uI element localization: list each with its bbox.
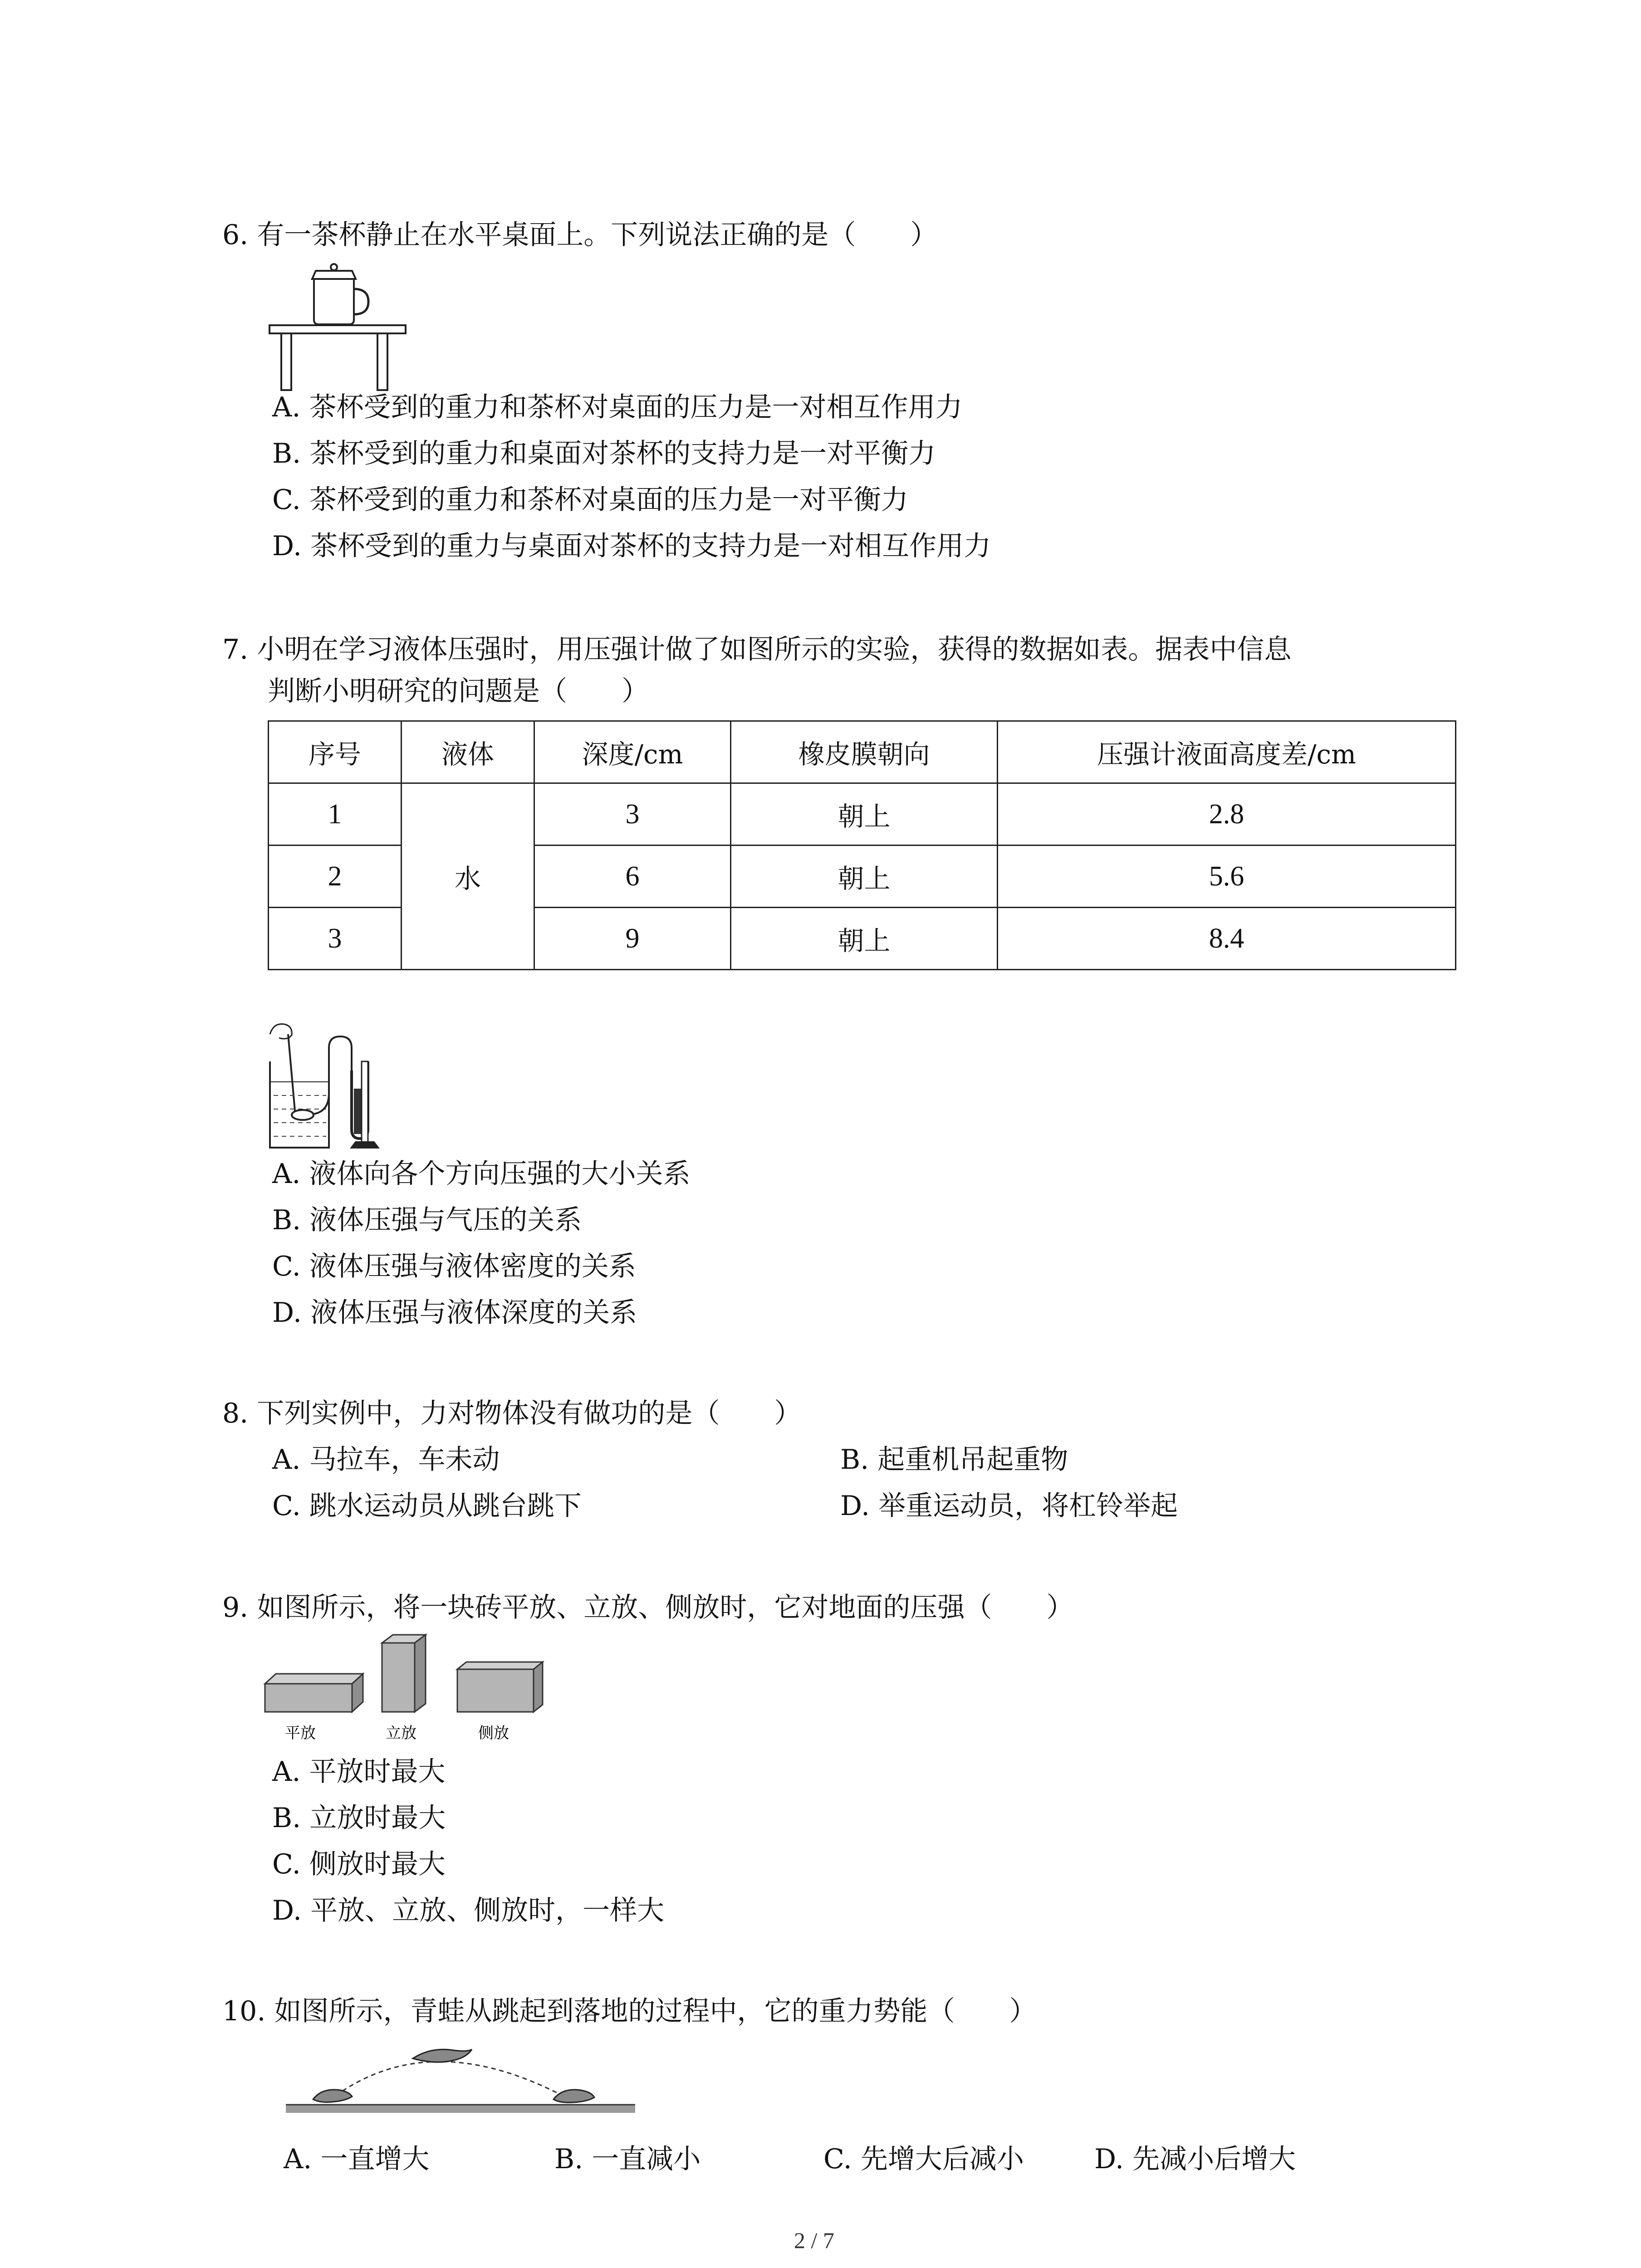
header-direction: 橡皮膜朝向 xyxy=(731,721,998,783)
q10-stem: 10. 如图所示，青蛙从跳起到落地的过程中，它的重力势能（ ） xyxy=(222,1995,1037,2027)
cell-direction: 朝上 xyxy=(731,846,998,908)
header-no: 序号 xyxy=(269,721,402,783)
table-row xyxy=(269,783,1456,846)
label-upright: 立放 xyxy=(386,1724,416,1742)
page-number: 2 / 7 xyxy=(794,2228,834,2253)
frog-jump-figure xyxy=(281,2037,644,2123)
q7-option-b: B. 液体压强与气压的关系 xyxy=(272,1204,582,1236)
q6-option-a: A. 茶杯受到的重力和茶杯对桌面的压力是一对相互作用力 xyxy=(272,391,963,423)
brick-figure xyxy=(263,1633,558,1751)
cell-no: 2 xyxy=(269,846,402,908)
cell-direction: 朝上 xyxy=(731,908,998,970)
q6-option-c: C. 茶杯受到的重力和茶杯对桌面的压力是一对平衡力 xyxy=(272,484,908,516)
q7-option-c: C. 液体压强与液体密度的关系 xyxy=(272,1251,636,1282)
label-flat: 平放 xyxy=(285,1724,316,1742)
q9-option-d: D. 平放、立放、侧放时，一样大 xyxy=(272,1895,665,1926)
q9-option-c: C. 侧放时最大 xyxy=(272,1848,446,1880)
header-liquid: 液体 xyxy=(402,721,534,783)
q10-option-d: D. 先减小后增大 xyxy=(1094,2143,1296,2175)
q8-stem: 8. 下列实例中，力对物体没有做功的是（ ） xyxy=(222,1398,802,1429)
table-header-row xyxy=(269,721,1456,783)
pressure-gauge-figure xyxy=(261,1016,397,1161)
q6-option-b: B. 茶杯受到的重力和桌面对茶杯的支持力是一对平衡力 xyxy=(272,438,936,469)
q10-option-c: C. 先增大后减小 xyxy=(823,2143,1024,2175)
cell-diff: 8.4 xyxy=(998,908,1456,970)
cell-direction: 朝上 xyxy=(731,783,998,846)
cell-depth: 3 xyxy=(534,783,731,846)
data-table xyxy=(268,720,1456,970)
cell-depth: 9 xyxy=(534,908,731,970)
cell-diff: 2.8 xyxy=(998,783,1456,846)
q9-stem: 9. 如图所示，将一块砖平放、立放、侧放时，它对地面的压强（ ） xyxy=(222,1592,1074,1623)
q6-option-d: D. 茶杯受到的重力与桌面对茶杯的支持力是一对相互作用力 xyxy=(272,530,991,562)
header-depth: 深度/cm xyxy=(534,721,731,783)
q7-stem-line2: 判断小明研究的问题是（ ） xyxy=(268,675,649,707)
q8-option-b: B. 起重机吊起重物 xyxy=(840,1444,1068,1476)
cell-diff: 5.6 xyxy=(998,846,1456,908)
q9-option-a: A. 平放时最大 xyxy=(272,1756,446,1788)
cell-liquid: 水 xyxy=(402,783,534,970)
header-diff: 压强计液面高度差/cm xyxy=(998,721,1456,783)
cell-no: 1 xyxy=(269,783,402,846)
q6-stem: 6. 有一茶杯静止在水平桌面上。下列说法正确的是（ ） xyxy=(222,219,938,251)
q7-option-a: A. 液体向各个方向压强的大小关系 xyxy=(272,1158,691,1190)
teacup-on-table-figure xyxy=(263,261,413,392)
q8-option-c: C. 跳水运动员从跳台跳下 xyxy=(272,1490,582,1522)
q10-option-a: A. 一直增大 xyxy=(284,2143,430,2175)
q8-option-a: A. 马拉车，车未动 xyxy=(272,1444,500,1476)
label-side: 侧放 xyxy=(478,1724,509,1742)
cell-no: 3 xyxy=(269,908,402,970)
q8-option-d: D. 举重运动员，将杠铃举起 xyxy=(840,1490,1178,1522)
q7-stem-line1: 7. 小明在学习液体压强时，用压强计做了如图所示的实验，获得的数据如表。据表中信息 xyxy=(222,634,1292,665)
q7-option-d: D. 液体压强与液体深度的关系 xyxy=(272,1297,637,1329)
cell-depth: 6 xyxy=(534,846,731,908)
q10-option-b: B. 一直减小 xyxy=(554,2143,701,2175)
q9-option-b: B. 立放时最大 xyxy=(272,1802,446,1834)
